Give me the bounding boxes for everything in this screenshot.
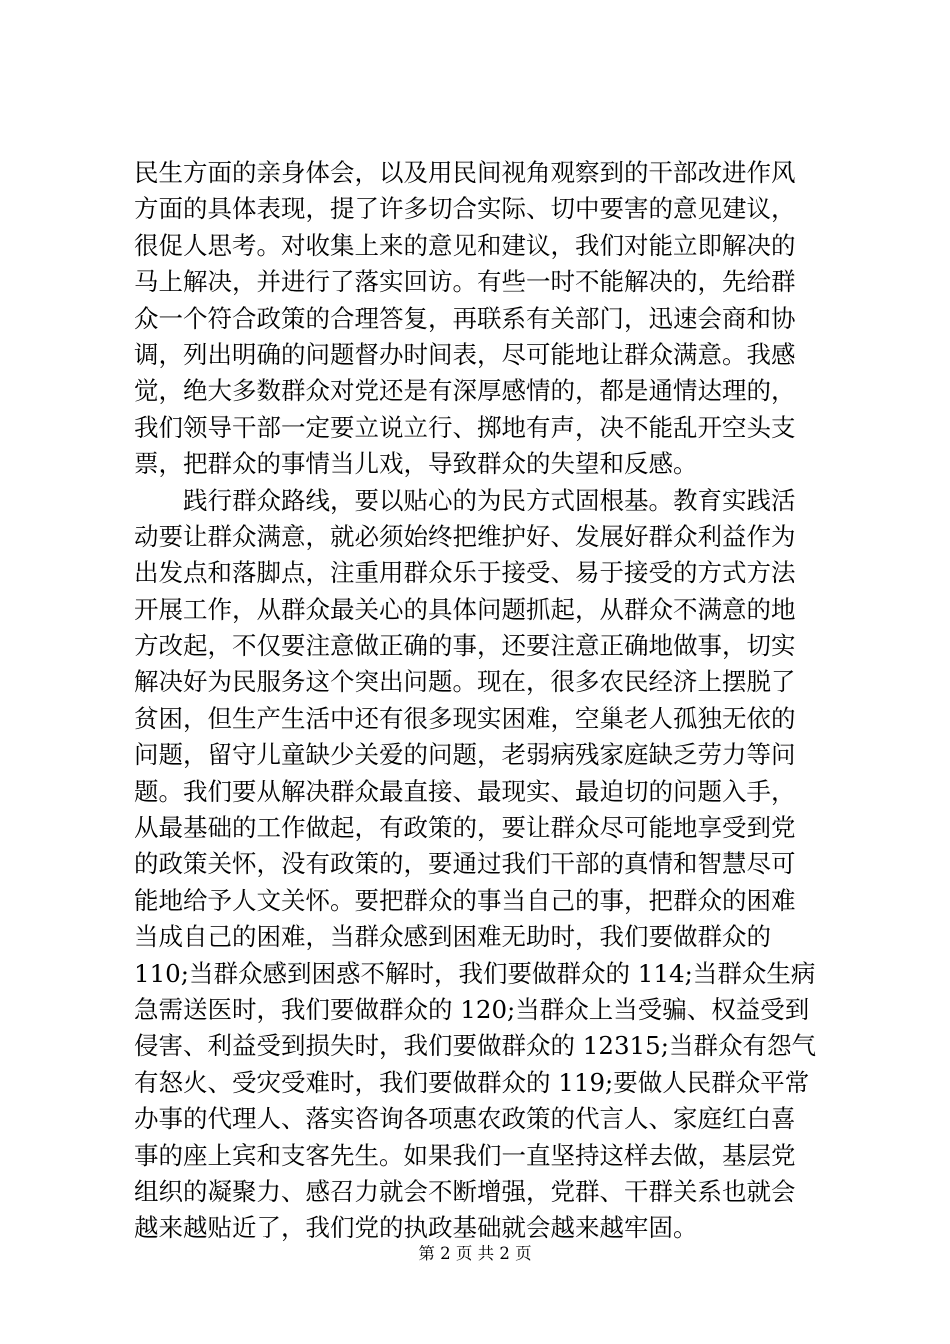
text-line: 众一个符合政策的合理答复，再联系有关部门，迅速会商和协 [134,303,796,333]
text-line: 组织的凝聚力、感召力就会不断增强，党群、干群关系也就会 [134,1176,796,1206]
text-line: 出发点和落脚点，注重用群众乐于接受、易于接受的方式方法 [134,558,796,588]
text-line: 的政策关怀，没有政策的，要通过我们干部的真情和智慧尽可 [134,849,796,879]
document-body [134,155,834,1247]
paragraph-2 [134,483,834,1247]
text-line: 问题，留守儿童缺少关爱的问题，老弱病残家庭缺乏劳力等问 [134,740,796,770]
text-line: 马上解决，并进行了落实回访。有些一时不能解决的，先给群 [134,267,796,297]
text-line: 很促人思考。对收集上来的意见和建议，我们对能立即解决的 [134,230,796,260]
text-line: 解决好为民服务这个突出问题。现在，很多农民经济上摆脱了 [134,667,796,697]
paragraph-1 [134,155,834,483]
text-line: 办事的代理人、落实咨询各项惠农政策的代言人、家庭红白喜 [134,1104,796,1134]
text-line: 觉，绝大多数群众对党还是有深厚感情的，都是通情达理的， [134,376,796,406]
text-line: 民生方面的亲身体会，以及用民间视角观察到的干部改进作风 [134,158,796,187]
page-number-footer: 第 2 页 共 2 页 [418,1244,532,1263]
text-line: 调，列出明确的问题督办时间表，尽可能地让群众满意。我感 [134,339,796,369]
text-line: 从最基础的工作做起，有政策的，要让群众尽可能地享受到党 [134,813,796,843]
text-line: 我们领导干部一定要立说立行、掷地有声，决不能乱开空头支 [134,412,796,442]
text-line: 票，把群众的事情当儿戏，导致群众的失望和反感。 [134,449,698,479]
text-line: 动要让群众满意，就必须始终把维护好、发展好群众利益作为 [134,521,796,551]
text-line: 贫困，但生产生活中还有很多现实困难，空巢老人孤独无依的 [134,703,796,733]
text-line: 有怒火、受灾受难时，我们要做群众的 119;要做人民群众平常 [134,1067,810,1097]
text-line-first-indented: 践行群众路线，要以贴心的为民方式固根基。教育实践活 [183,485,796,515]
text-line: 方改起，不仅要注意做正确的事，还要注意正确地做事，切实 [134,631,796,661]
text-line: 越来越贴近了，我们党的执政基础就会越来越牢固。 [134,1213,698,1243]
text-line: 开展工作，从群众最关心的具体问题抓起，从群众不满意的地 [134,594,796,624]
text-line: 急需送医时，我们要做群众的 120;当群众上当受骗、权益受到 [134,994,810,1024]
text-line: 当成自己的困难，当群众感到困难无助时，我们要做群众的 [134,922,771,952]
text-line: 能地给予人文关怀。要把群众的事当自己的事，把群众的困难 [134,885,796,915]
text-line: 110;当群众感到困惑不解时，我们要做群众的 114;当群众生病 [134,958,816,988]
text-line: 侵害、利益受到损失时，我们要做群众的 12315;当群众有怨气 [134,1031,816,1061]
text-line: 事的座上宾和支客先生。如果我们一直坚持这样去做，基层党 [134,1140,796,1170]
text-line: 方面的具体表现，提了许多切合实际、切中要害的意见建议， [134,194,796,224]
text-line: 题。我们要从解决群众最直接、最现实、最迫切的问题入手， [134,776,796,806]
